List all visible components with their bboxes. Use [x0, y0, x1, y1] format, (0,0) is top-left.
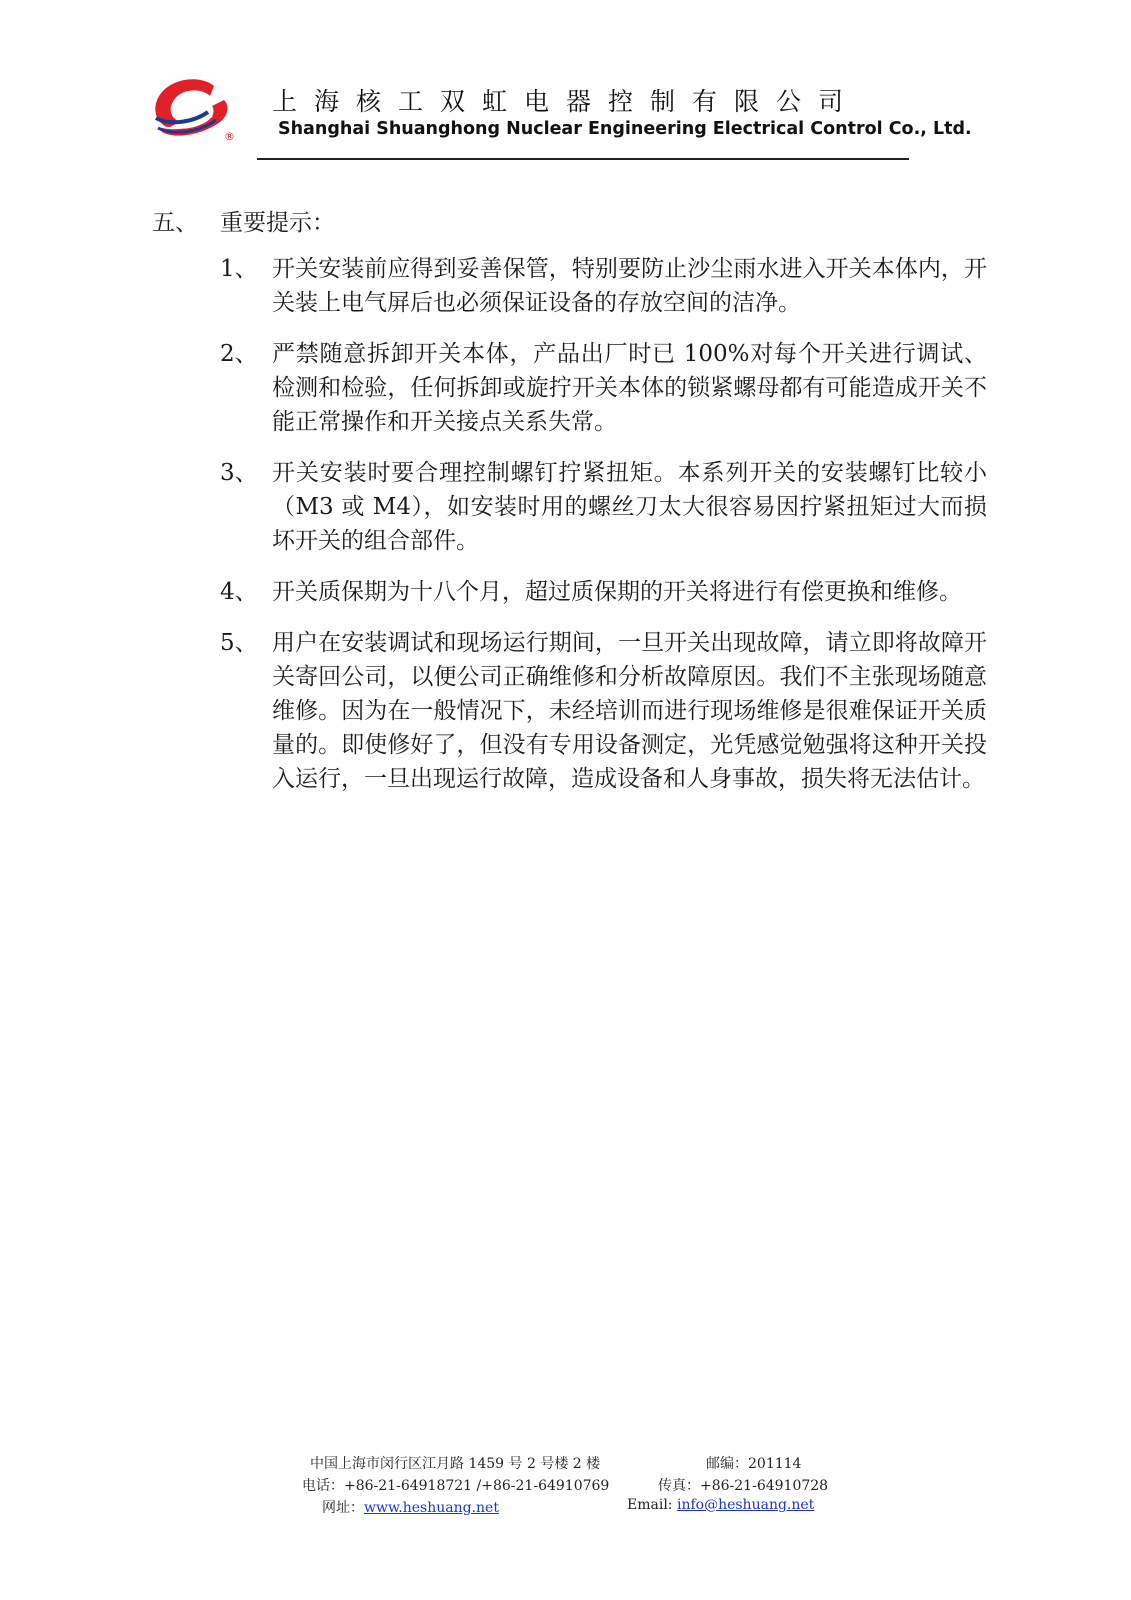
website-link[interactable]: www.heshuang.net: [364, 1500, 499, 1516]
list-item: [220, 575, 990, 609]
item-text: 开关安装前应得到妥善保管，特别要防止沙尘雨水进入开关本体内，开关装上电气屏后也必须保证设备的存放空间的洁净。: [272, 256, 987, 316]
footer-email: [627, 1497, 814, 1513]
email-link[interactable]: info@heshuang.net: [676, 1497, 815, 1513]
item-index: 4、: [220, 579, 258, 605]
postcode-label: 邮编：: [706, 1456, 748, 1472]
item-index: 1、: [220, 256, 258, 282]
postcode-value: 201114: [748, 1456, 802, 1472]
item-index: 3、: [220, 460, 258, 486]
footer-address: 中国上海市闵行区江月路 1459 号 2 号楼 2 楼: [310, 1456, 601, 1472]
item-text: 用户在安装调试和现场运行期间，一旦开关出现故障，请立即将故障开关寄回公司，以便公司正确维修和分析故障原因。我们不主张现场随意维修。因为在一般情况下，未经培训而进行现场维修是很难保证开关质量的。即使修好了，但没有专用设备测定，光凭感觉勉强将这种开关投入运行，一旦出现运行故障，造成设备和人身事故，损失将无法估计。: [272, 630, 987, 792]
list-item: [220, 456, 990, 558]
section-heading: [152, 204, 335, 237]
section-number: 五、: [152, 210, 198, 236]
list-item: [220, 252, 990, 320]
footer-web: [322, 1497, 499, 1517]
header-divider: [257, 158, 909, 160]
footer-postcode: [706, 1453, 801, 1473]
section-title: 重要提示：: [220, 210, 335, 236]
item-index: 2、: [220, 341, 258, 367]
email-label: Email:: [627, 1497, 677, 1513]
list-item: [220, 337, 990, 439]
company-name-cn: 上海核工双虹电器控制有限公司: [272, 87, 861, 116]
company-name-en: Shanghai Shuanghong Nuclear Engineering Electrical Control Co., Ltd.: [278, 119, 972, 139]
fax-value: +86-21-64910728: [700, 1478, 829, 1494]
item-text: 严禁随意拆卸开关本体，产品出厂时已 100%对每个开关进行调试、检测和检验，任何拆卸或旋拧开关本体的锁紧螺母都有可能造成开关不能正常操作和开关接点关系失常。: [272, 341, 987, 435]
fax-label: 传真：: [658, 1478, 700, 1494]
web-label: 网址：: [322, 1500, 364, 1516]
notice-list: [220, 252, 990, 813]
phone-value: +86-21-64918721 /+86-21-64910769: [344, 1478, 610, 1494]
item-text: 开关质保期为十八个月，超过质保期的开关将进行有偿更换和维修。: [272, 579, 962, 605]
list-item: [220, 626, 990, 796]
phone-label: 电话：: [302, 1478, 344, 1494]
item-text: 开关安装时要合理控制螺钉拧紧扭矩。本系列开关的安装螺钉比较小（M3 或 M4），如安装时用的螺丝刀太大很容易因拧紧扭矩过大而损坏开关的组合部件。: [272, 460, 987, 554]
item-index: 5、: [220, 630, 258, 656]
company-logo: [150, 76, 240, 150]
footer-fax: [658, 1475, 828, 1495]
footer-phone: [302, 1475, 609, 1495]
svg-text:®: ®: [224, 130, 235, 143]
